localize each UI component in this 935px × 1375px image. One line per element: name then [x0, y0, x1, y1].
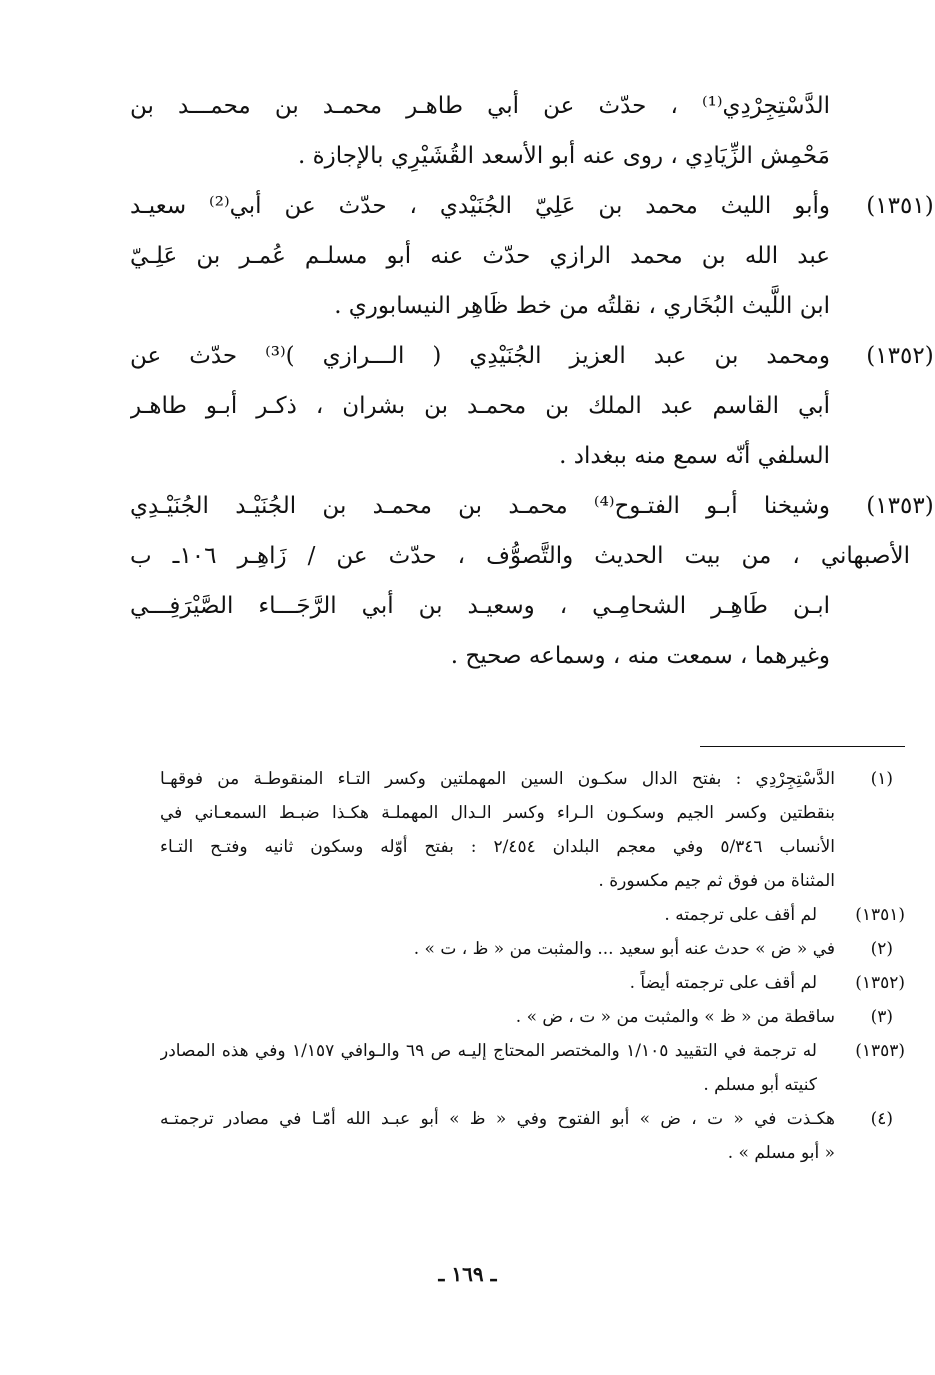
footnote-line: المثناة من فوق ثم جيم مكسورة . — [598, 871, 835, 891]
page-number: ـ ١٦٩ ـ — [438, 1262, 497, 1286]
text-line: ابن اللَّيث البُخَاري ، نقلتُه من خط ظَاهِر النيسابوري . — [334, 293, 830, 319]
text-line: السلفي أنّه سمع منه ببغداد . — [559, 443, 830, 469]
footnotes — [160, 762, 905, 1170]
footnote-line: بنقطتين وكسر الجيم وسكـون الـراء وكسر الـدال المهملـة هكـذا ضبـط السمعـاني في — [160, 803, 835, 823]
footnote-marker: (٣) — [870, 1007, 893, 1027]
text-line: وأبو الليث محمد بن عَلِيّ الجُنَيْدي ، حدّث عن أبي⁽²⁾ سعيـد — [130, 193, 830, 219]
text-line: الأصبهاني ، من بيت الحديث والتَّصوُّف ، حدّث عن / زَاهِـر ١٠٦ـ ب — [130, 543, 910, 569]
text-line: وغيرهما ، سمعت منه ، وسماعه صحيح . — [450, 643, 830, 669]
footnote-1353 — [160, 1034, 905, 1102]
entry-1353 — [130, 482, 934, 682]
footnote-marker: (٢) — [870, 939, 893, 959]
text-line: مَحْمِش الزِّيَادِي ، روى عنه أبو الأسعد القُشَيْرِي بالإجازة . — [298, 143, 830, 169]
footnote-3 — [160, 1000, 905, 1034]
footnote-4 — [160, 1102, 905, 1170]
footnote-separator — [700, 746, 905, 747]
footnote-line: في « ض » حدث عنه أبو سعيد ... والمثبت من « ظ ، ت » . — [413, 939, 835, 959]
entry-1351 — [130, 182, 934, 332]
text-line: أبي القاسم عبد الملك بن محمـد بن بشران ، ذكـر أبـو طاهـر — [130, 393, 830, 419]
footnote-marker: (٤) — [870, 1109, 893, 1129]
footnote-line: « أبو مسلم » . — [727, 1143, 835, 1163]
entry-number: (١٣٥٣) — [866, 493, 934, 519]
text-line: وشيخنا أبـو الفتـوح⁽⁴⁾ محمـد بن محمـد بن الجُنَيْـد الجُنَيْـدِي — [130, 493, 830, 519]
main-text — [130, 82, 934, 682]
footnote-1352 — [160, 966, 905, 1000]
entry-continuation — [130, 82, 830, 182]
footnote-marker: (١٣٥١) — [855, 905, 905, 925]
footnote-marker: (١٣٥٣) — [855, 1041, 905, 1061]
footnote-line: لم أقف على ترجمته أيضاً . — [629, 973, 817, 993]
footnote-line: له ترجمة في التقييد ١/١٠٥ والمختصر المحتاج إليـه ص ٦٩ والـوافي ١/١٥٧ وفي هذه المصادر — [160, 1041, 817, 1061]
footnote-line: هكـذت في « ت ، ض » أبو الفتوح وفي « ظ » أبو عبـد الله أمّـا في مصادر ترجمتـه — [160, 1109, 835, 1129]
text-line: عبد الله بن محمد الرازي حدّث عنه أبو مسلـم عُمـر بن عَلِـيّ — [130, 243, 830, 269]
text-line: ابـن طَاهِـر الشحامِـي ، وسعيـد بن أبي الرَّجَـــاء الصَّيْرَفِـــي — [130, 593, 830, 619]
footnote-line: كنيته أبو مسلم . — [703, 1075, 817, 1095]
entry-1352 — [130, 332, 934, 482]
footnote-line: لم أقف على ترجمته . — [664, 905, 817, 925]
entry-number: (١٣٥٢) — [866, 343, 934, 369]
footnote-1351 — [160, 898, 905, 932]
footnote-1 — [160, 762, 905, 898]
footnote-line: ساقطة من « ظ » والمثبت من « ت ، ض » . — [515, 1007, 835, 1027]
footnote-line: الأنساب ٥/٣٤٦ وفي معجم البلدان ٢/٤٥٤ : بفتح أوّله وسكون ثانيه وفتـح التـاء — [160, 837, 835, 857]
footnote-marker: (١) — [870, 769, 893, 789]
footnote-marker: (١٣٥٢) — [855, 973, 905, 993]
footnote-line: الدَّسْتِجِرْدِي : بفتح الدال سكـون السين المهملتين وكسر التـاء المنقوطـة من فوقهـا — [160, 769, 835, 789]
text-line: الدَّسْتِجِرْدِي⁽¹⁾ ، حدّث عن أبي طاهـر محمـد بن محمـــد بن — [130, 93, 830, 119]
text-line: ومحمد بن عبد العزيز الجُنَيْدِي ( الـــرازي )⁽³⁾ حدّث عن — [130, 343, 830, 369]
footnote-2 — [160, 932, 905, 966]
entry-number: (١٣٥١) — [866, 193, 934, 219]
